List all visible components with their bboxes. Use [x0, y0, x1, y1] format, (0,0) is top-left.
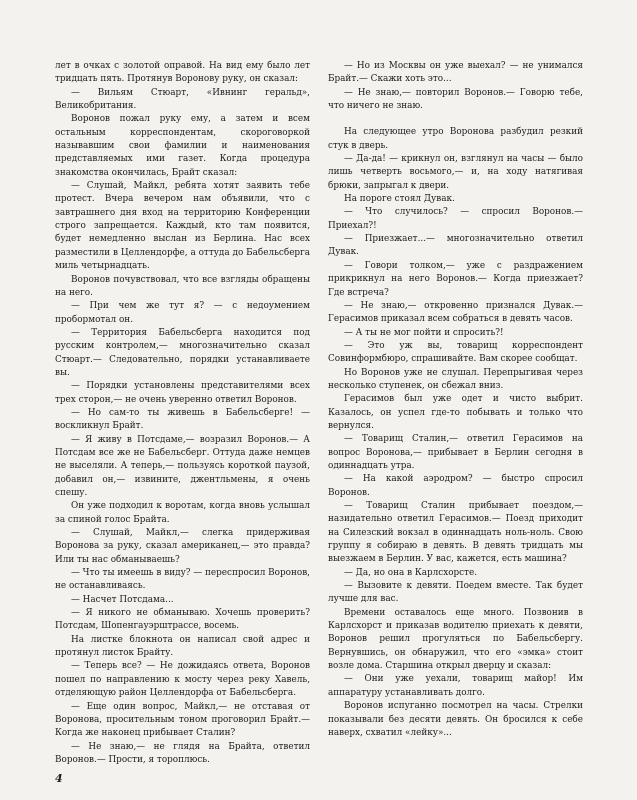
paragraph: На листке блокнота он написал свой адрес и протянул листок Брайту. [55, 634, 310, 659]
paragraph: Воронов пожал руку ему, а затем и всем остальным корреспондентам, скороговоркой называвшим свои фамилии и наименования представляемых ими газет. Когда процедура знакомства окончилась, Брайт сказал: [55, 114, 310, 178]
paragraph: — Что случилось? — спросил Воронов.— Приехал?! [328, 207, 583, 231]
paragraph: Воронов испуганно посмотрел на часы. Стрелки показывали без десяти девять. Он бросился к себе наверх, схватил «лейку»... [328, 701, 583, 738]
paragraph: — Насчет Потсдама... [71, 594, 174, 605]
paragraph: — Я никого не обманываю. Хочешь проверить? Потсдам, Шопенгауэрштрассе, восемь. [55, 608, 310, 632]
paragraph: — Не знаю,— повторил Воронов.— Говорю тебе, что ничего не знаю. [328, 87, 583, 112]
left-text-column [55, 60, 310, 767]
paragraph: — Вильям Стюарт, «Ивнинг геральд», Великобритания. [55, 87, 310, 112]
paragraph: — Но сам-то ты живешь в Бабельсберге! — воскликнул Брайт. [55, 407, 310, 432]
paragraph: — Вызовите к девяти. Поедем вместе. Так будет лучше для вас. [328, 581, 583, 605]
paragraph: — Территория Бабельсберга находится под русским контролем,— многозначительно сказал Стюарт.— Следовательно, порядки устанавливаете вы. [55, 327, 310, 378]
paragraph: Времени оставалось еще много. Позвонив в Карлсхорст и приказав водителю приехать к девяти, Воронов решил прогуляться по Бабельсбергу. Вернувшись, он обнаружил, что его «эмка» стоит возле дома. Старшина открыл дверцу и сказал: [328, 607, 583, 672]
paragraph: — Не знаю,— откровенно признался Дувак.— Герасимов приказал всем собраться в девять часов. [328, 300, 583, 325]
paragraph: — Приезжает...— многозначительно ответил Дувак. [328, 234, 583, 258]
paragraph: — Товарищ Сталин прибывает поездом,— назидательно ответил Герасимов.— Поезд приходит на Силезский вокзал в одиннадцать ноль-ноль. Свою группу я собираю в девять. В девять тридцать мы выезжаем в Берлин. У вас, кажется, есть машина? [328, 501, 583, 565]
paragraph: — Но из Москвы он уже выехал? — не унимался Брайт.— Скажи хоть это... [328, 61, 583, 85]
paragraph: — На какой аэродром? — быстро спросил Воронов. [328, 474, 583, 498]
paragraph: — Еще один вопрос, Майкл,— не отставая от Воронова, просительным тоном проговорил Брайт.— Когда же наконец прибывает Сталин? [55, 701, 310, 739]
paragraph: На пороге стоял Дувак. [344, 194, 455, 205]
paragraph: лет в очках с золотой оправой. На вид ему было лет тридцать пять. Протянув Воронову руку, он сказал: [55, 61, 310, 85]
paragraph: — Что ты имеешь в виду? — переспросил Воронов, не останавливаясь. [55, 568, 310, 592]
paragraph: — Товарищ Сталин,— ответил Герасимов на вопрос Воронова,— прибывает в Берлин сегодня в одиннадцать утра. [328, 434, 583, 471]
paragraph: — Да-да! — крикнул он, взглянул на часы — было лишь четверть восьмого,— и, на ходу натягивая брюки, запрыгал к двери. [328, 154, 583, 191]
paragraph: — Не знаю,— не глядя на Брайта, ответил Воронов.— Прости, я тороплюсь. [55, 741, 310, 765]
paragraph: Он уже подходил к воротам, когда вновь услышал за спиной голос Брайта. [55, 501, 310, 525]
paragraph: — Они уже уехали, товарищ майор! Им аппаратуру устанавливать долго. [328, 674, 583, 698]
page-number: 4 [55, 772, 63, 785]
paragraph: Но Воронов уже не слушал. Перепрыгивая через несколько ступенек, он сбежал вниз. [328, 367, 583, 391]
paragraph: — Это уж вы, товарищ корреспондент Совинформбюро, спрашивайте. Вам скорее сообщат. [328, 340, 583, 365]
right-text-column [328, 60, 583, 740]
paragraph: — Теперь все? — Не дожидаясь ответа, Воронов пошел по направлению к мосту через реку Хавель, отделяющую район Целлендорфа от Бабельсберга. [55, 661, 310, 699]
paragraph: Воронов почувствовал, что все взгляды обращены на него. [55, 274, 310, 298]
paragraph: — Да, но она в Карлсхорсте. [344, 567, 478, 578]
paragraph: Герасимов был уже одет и чисто выбрит. Казалось, он успел где-то побывать и только что вернулся. [328, 394, 583, 431]
paragraph: — Говори толком,— уже с раздражением прикрикнул на него Воронов.— Когда приезжает? Где встреча? [328, 260, 583, 298]
paragraph: — Я живу в Потсдаме,— возразил Воронов.— А Потсдам все же не Бабельсберг. Оттуда даже немцев не выселяли. А теперь,— пользуясь короткой паузой, добавил он,— извините, джентльмены, я очень спешу. [55, 434, 310, 498]
paragraph: На следующее утро Воронова разбудил резкий стук в дверь. [328, 127, 583, 151]
paragraph: — Слушай, Майкл, ребята хотят заявить тебе протест. Вчера вечером нам объявили, что с завтрашнего дня вход на территорию Конференции строго запрещается. Каждый, кто там появится, будет немедленно выслан из Берлина. Нас всех разместили в Целлендорфе, а оттуда до Бабельсберга миль четырнадцать. [55, 181, 310, 272]
paragraph: — При чем же тут я? — с недоумением пробормотал он. [55, 301, 310, 325]
paragraph: — А ты не мог пойти и спросить?! [344, 327, 504, 338]
paragraph: — Порядки установлены представителями всех трех сторон,— не очень уверенно ответил Воронов. [55, 381, 310, 405]
paragraph: — Слушай, Майкл,— слегка придерживая Воронова за руку, сказал американец,— это правда? Или ты нас обманываешь? [55, 528, 310, 565]
